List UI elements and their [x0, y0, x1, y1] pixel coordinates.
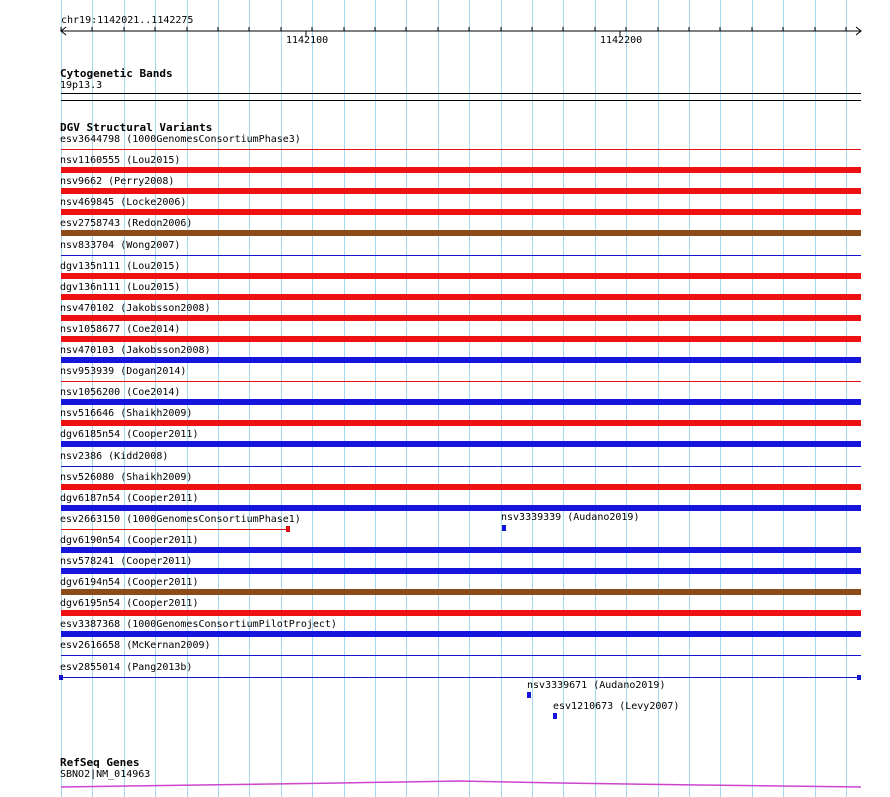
sv-label: nsv470103 (Jakobsson2008)	[60, 345, 211, 356]
sv-feature-bar[interactable]	[61, 357, 861, 363]
sv-feature-bar[interactable]	[61, 294, 861, 300]
sv-label: dgv6195n54 (Cooper2011)	[60, 598, 199, 609]
sv-label: nsv1160555 (Lou2015)	[60, 155, 181, 166]
sv-feature-bar[interactable]	[61, 466, 861, 467]
sv-feature-bar[interactable]	[61, 336, 861, 342]
sv-feature-bar[interactable]	[61, 188, 861, 194]
sv-feature-bar[interactable]	[61, 568, 861, 574]
sv-label-esv1210673: esv1210673 (Levy2007)	[553, 701, 680, 712]
sv-feature-bar[interactable]	[61, 610, 861, 616]
sv-label: dgv6185n54 (Cooper2011)	[60, 429, 199, 440]
sv-label: nsv9662 (Perry2008)	[60, 176, 175, 187]
sv-label: nsv470102 (Jakobsson2008)	[60, 303, 211, 314]
sv-label: esv3387368 (1000GenomesConsortiumPilotProject)	[60, 619, 337, 630]
sv-label: nsv953939 (Dogan2014)	[60, 366, 187, 377]
sv-feature-bar[interactable]	[61, 547, 861, 553]
ruler-tick-label-2: 1142200	[600, 35, 643, 46]
sv-label: dgv135n111 (Lou2015)	[60, 261, 181, 272]
sv-label-nsv3339671: nsv3339671 (Audano2019)	[527, 680, 666, 691]
sv-feature-bar[interactable]	[61, 315, 861, 321]
sv-label-nsv3339339: nsv3339339 (Audano2019)	[501, 512, 640, 523]
sv-feature-bar[interactable]	[61, 655, 861, 656]
sv-feature-bar[interactable]	[61, 230, 861, 236]
dgv-track-title[interactable]: DGV Structural Variants	[60, 121, 213, 134]
sv-feature-bar[interactable]	[61, 255, 861, 256]
sv-feature-bar[interactable]	[61, 399, 861, 405]
sv-label: nsv526080 (Shaikh2009)	[60, 472, 193, 483]
sv-feature-bar[interactable]	[61, 631, 861, 637]
sv-label: nsv516646 (Shaikh2009)	[60, 408, 193, 419]
sv-label: dgv6194n54 (Cooper2011)	[60, 577, 199, 588]
sv-label: esv3644798 (1000GenomesConsortiumPhase3)	[60, 134, 301, 145]
refseq-track-title[interactable]: RefSeq Genes	[60, 756, 140, 769]
sv-label: esv2663150 (1000GenomesConsortiumPhase1)	[60, 514, 301, 525]
sv-feature-bar[interactable]	[61, 441, 861, 447]
sv-feature-bar[interactable]	[61, 677, 861, 678]
sv-feature-bar[interactable]	[61, 484, 861, 490]
sv-feature-bar[interactable]	[61, 209, 861, 215]
sv-feature-esv1210673[interactable]	[553, 713, 557, 719]
sv-label: nsv578241 (Cooper2011)	[60, 556, 193, 567]
sv-label: dgv6187n54 (Cooper2011)	[60, 493, 199, 504]
cytoband-bar[interactable]	[61, 93, 861, 94]
sv-label: dgv6190n54 (Cooper2011)	[60, 535, 199, 546]
sv-feature-bar[interactable]	[61, 589, 861, 595]
sv-feature-endmark[interactable]	[857, 675, 861, 680]
sv-label: nsv1056200 (Coe2014)	[60, 387, 181, 398]
cytoband-track-title[interactable]: Cytogenetic Bands	[60, 67, 173, 80]
sv-feature-bar[interactable]	[61, 529, 288, 530]
sv-label: esv2616658 (McKernan2009)	[60, 640, 211, 651]
sv-label: nsv2386 (Kidd2008)	[60, 451, 169, 462]
cytoband-label: 19p13.3	[60, 80, 103, 91]
region-label: chr19:1142021..1142275	[61, 15, 194, 26]
sv-label: esv2758743 (Redon2006)	[60, 218, 193, 229]
track-divider	[61, 100, 861, 101]
refseq-gene-label: SBNO2|NM_014963	[60, 769, 151, 780]
sv-label: nsv1058677 (Coe2014)	[60, 324, 181, 335]
sv-feature-bar[interactable]	[61, 381, 861, 382]
sv-feature-bar[interactable]	[61, 167, 861, 173]
sv-feature-bar[interactable]	[61, 505, 861, 511]
sv-feature-endmark[interactable]	[59, 675, 63, 680]
sv-label: esv2855014 (Pang2013b)	[60, 662, 193, 673]
sv-feature-bar[interactable]	[61, 149, 861, 150]
ruler-scale[interactable]	[0, 0, 890, 60]
sv-feature-bar[interactable]	[61, 420, 861, 426]
refseq-gene-feature[interactable]	[0, 775, 890, 795]
sv-feature-bar[interactable]	[61, 273, 861, 279]
sv-feature-nsv3339339[interactable]	[502, 525, 506, 531]
sv-label: nsv469845 (Locke2006)	[60, 197, 187, 208]
ruler-tick-label-1: 1142100	[286, 35, 329, 46]
sv-feature-nsv3339671[interactable]	[527, 692, 531, 698]
sv-label: dgv136n111 (Lou2015)	[60, 282, 181, 293]
sv-label: nsv833704 (Wong2007)	[60, 240, 181, 251]
